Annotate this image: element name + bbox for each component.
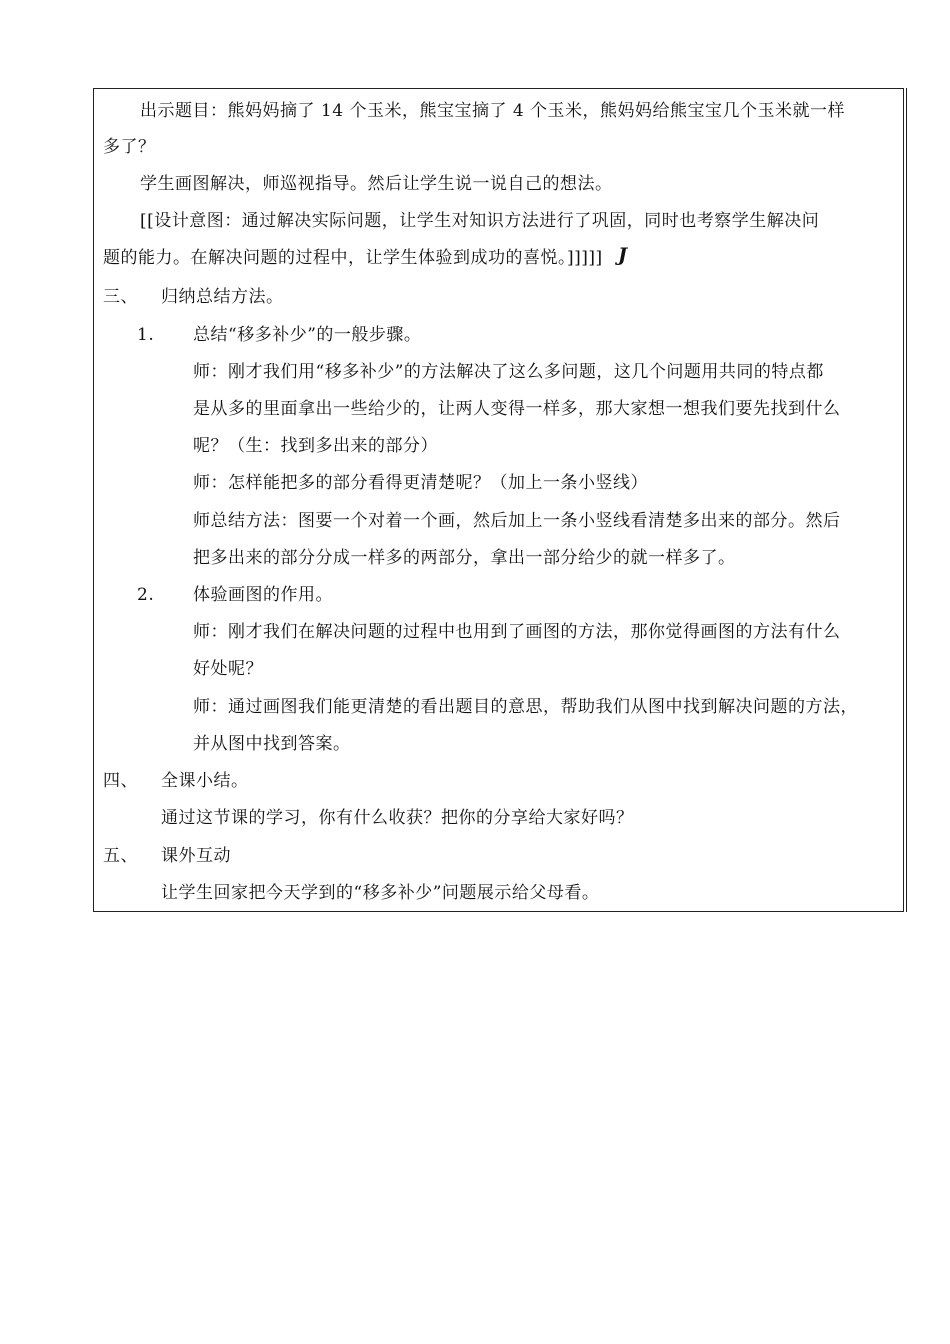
stamp-mark: J bbox=[618, 244, 627, 266]
section-3-marker: 三、 bbox=[103, 287, 138, 307]
design-intent-line-2: 题的能力。在解决问题的过程中，让学生体验到成功的喜悦。]]]]] bbox=[103, 248, 603, 268]
activity-text: 学生画图解决，师巡视指导。然后让学生说一说自己的想法。 bbox=[140, 174, 613, 194]
section-5-marker: 五、 bbox=[103, 846, 138, 866]
item-1-text-1: 师：刚才我们用“移多补少”的方法解决了这么多问题，这几个问题用共同的特点都 bbox=[193, 362, 824, 382]
section-5-text: 让学生回家把今天学到的“移多补少”问题展示给父母看。 bbox=[161, 883, 600, 903]
section-4-marker: 四、 bbox=[103, 771, 138, 791]
section-4-title: 全课小结。 bbox=[161, 771, 249, 791]
design-intent-line-1: [[设计意图：通过解决实际问题，让学生对知识方法进行了巩固，同时也考察学生解决问 bbox=[140, 211, 820, 231]
item-1-text-6: 把多出来的部分分成一样多的两部分，拿出一部分给少的就一样多了。 bbox=[193, 548, 736, 568]
problem-line-1: 出示题目：熊妈妈摘了 14 个玉米，熊宝宝摘了 4 个玉米，熊妈妈给熊宝宝几个玉米就一样 bbox=[140, 101, 846, 121]
item-2-text-2: 好处呢？ bbox=[193, 659, 263, 679]
item-2-text-1: 师：刚才我们在解决问题的过程中也用到了画图的方法，那你觉得画图的方法有什么 bbox=[193, 622, 841, 642]
item-2-text-4: 并从图中找到答案。 bbox=[193, 734, 351, 754]
section-5-title: 课外互动 bbox=[161, 846, 231, 866]
item-1-number: 1. bbox=[137, 325, 155, 345]
section-4-text: 通过这节课的学习，你有什么收获？把你的分享给大家好吗？ bbox=[161, 808, 634, 828]
item-1-text-5: 师总结方法：图要一个对着一个画，然后加上一条小竖线看清楚多出来的部分。然后 bbox=[193, 511, 841, 531]
item-1-title: 总结“移多补少”的一般步骤。 bbox=[193, 325, 422, 345]
item-2-text-3: 师：通过画图我们能更清楚的看出题目的意思，帮助我们从图中找到解决问题的方法， bbox=[193, 697, 858, 717]
table-right-border-outer bbox=[906, 88, 907, 912]
item-1-text-4: 师：怎样能把多的部分看得更清楚呢？（加上一条小竖线） bbox=[193, 473, 648, 493]
item-2-title: 体验画图的作用。 bbox=[193, 585, 333, 605]
item-1-text-3: 呢？（生：找到多出来的部分） bbox=[193, 436, 438, 456]
item-1-text-2: 是从多的里面拿出一些给少的，让两人变得一样多，那大家想一想我们要先找到什么 bbox=[193, 399, 841, 419]
item-2-number: 2. bbox=[137, 585, 155, 605]
table-right-border bbox=[903, 88, 904, 912]
problem-line-2: 多了？ bbox=[103, 137, 156, 157]
section-3-title: 归纳总结方法。 bbox=[161, 287, 284, 307]
